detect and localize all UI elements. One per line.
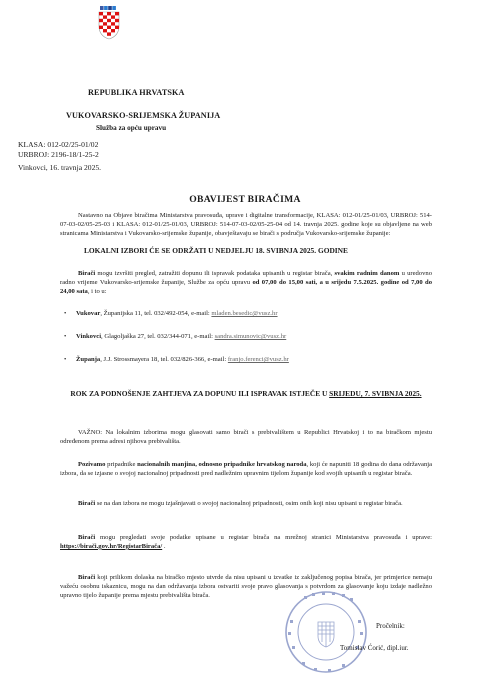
klasa: KLASA: 012-02/25-01/02 [18, 140, 99, 149]
online-paragraph [60, 534, 432, 552]
place-date: Vinkovci, 16. travnja 2025. [18, 162, 102, 172]
bullet-icon: • [64, 356, 67, 363]
country-name: REPUBLIKA HRVATSKA [88, 88, 185, 97]
intro-paragraph: Nastavno na Objave biračima Ministarstva pravosuđa, uprave i digitalne transformacije, KLASA: 012-01/25-01/03, URBROJ: 514-07-03-02/05-25-03 i KLASA: 012-01/25-01/03, URBROJ: 514-07-03-02/05-25-04 od 14. travnja 2025. godine koje su objavljene na web stranicama Ministarstva i Vukovarsko-srijemske županije, obavještavaju se birači s područja Vukovarsko-srijemske županije: [60, 212, 432, 237]
office-item [64, 355, 289, 364]
document-meta [18, 140, 101, 173]
office-email-link[interactable]: mladen.besedic@vusz.hr [211, 310, 278, 317]
not-registered-paragraph [60, 574, 432, 601]
office-city: Vukovar [76, 310, 101, 317]
minorities-strong-1: Pozivamo [78, 461, 106, 468]
review-strong-3: od 07,00 do 15,00 sati, a u srijedu 7.5.2025. godine od 7,00 do 24,00 sata [60, 278, 432, 295]
signature-title: Pročelnik: [376, 622, 405, 630]
important-paragraph [60, 429, 432, 447]
online-strong: Birači [78, 534, 96, 541]
minorities-text-2: , koji će napuniti 18 godina do dana održavanja izbora, da se izjasne o svojoj nacionalnoj pripadnosti pred nadležnim upravnim tijelom županije kod svojih upisanih u registar birača. [60, 461, 432, 477]
office-city: Vinkovci [76, 333, 102, 340]
office-address: , Glagoljaška 27, tel. 032/344-071, e-mail: [101, 333, 215, 340]
office-city: Županja [76, 356, 101, 363]
urbroj: URBROJ: 2196-18/1-25-2 [18, 150, 99, 160]
minorities-paragraph [60, 461, 432, 479]
online-end: . [162, 542, 166, 550]
office-address: , Županijska 11, tel. 032/492-054, e-mail: [100, 310, 212, 317]
deadline-date: SRIJEDU, 7. SVIBNJA 2025. [329, 389, 422, 398]
deadline-text: ROK ZA PODNOŠENJE ZAHTJEVA ZA DOPUNU ILI ISPRAVAK ISTJEČE U [70, 389, 330, 398]
office-item [64, 332, 286, 341]
election-day-text: se na dan izbora ne mogu izjašnjavati o svojoj nacionalnoj pripadnosti, osim onih koji nisu upisani u registar birača. [95, 500, 403, 507]
review-strong-1: Birači [78, 270, 96, 277]
page-title: OBAVIJEST BIRAČIMA [189, 194, 301, 205]
bullet-icon: • [64, 333, 67, 340]
registry-link[interactable]: https://birači.gov.hr/RegistarBirača/ [60, 542, 163, 550]
online-text: mogu pregledati svoje podatke upisane u registar birača na mrežnoj stranici Ministarstva pravosuđa i uprave: [95, 534, 432, 541]
minorities-strong-2: nacionalnih manjina, odnosno pripadnike hrvatskog naroda [137, 461, 307, 468]
review-strong-2: svakim radnim danom [334, 270, 400, 277]
official-stamp-icon [284, 590, 368, 674]
review-text-2: u uredovno radno vrijeme Vukovarsko-srijemske županije, Službe za opću upravu [60, 270, 432, 286]
important-text: : Na lokalnim izborima mogu glasovati samo birači s prebivalištem u Republici Hrvatskoj i to na biračkom mjestu određenom prema adresi njihova prebivališta. [60, 429, 432, 445]
not-registered-text: koji prilikom dolaska na biračko mjesto utvrde da nisu upisani u izvatke iz zaključenog popisa birača, jer primjerice nemaju važeću osobnu iskaznicu, mogu na dan održavanja izbora ostvariti svoje pravo glasovanja s potvrdom za glasovanje koju izdaje nadležno upravno tijelo županije prema mjestu prebivališta birača. [60, 574, 432, 599]
review-text-1: mogu izvršiti pregled, zatražiti dopunu ili ispravak podataka upisanih u registar birača, [95, 270, 335, 277]
office-email-link[interactable]: franjo.ferenci@vusz.hr [227, 356, 289, 363]
important-label: VAŽNO [78, 429, 101, 436]
election-heading: LOKALNI IZBORI ĆE SE ODRŽATI U NEDJELJU 18. SVIBNJA 2025. GODINE [84, 246, 348, 255]
review-paragraph [60, 270, 432, 297]
coat-of-arms-icon [96, 6, 122, 40]
county-name: VUKOVARSKO-SRIJEMSKA ŽUPANIJA [66, 111, 221, 120]
election-day-strong: Birači [78, 500, 96, 507]
office-email-link[interactable]: sandra.simunovic@vusz.hr [214, 333, 287, 340]
review-text-3: , i to u: [87, 287, 107, 295]
service-name: Služba za opću upravu [96, 124, 167, 132]
office-item [64, 309, 278, 318]
minorities-text-1: pripadnike [105, 461, 138, 468]
office-address: , J.J. Strossmayera 18, tel. 032/826-366, e-mail: [100, 356, 228, 363]
not-registered-strong: Birači [78, 574, 96, 581]
election-day-paragraph [60, 500, 432, 509]
signatory-name: Tomislav Ćorić, dipl.iur. [340, 644, 409, 652]
deadline-heading [54, 389, 438, 399]
bullet-icon: • [64, 310, 67, 317]
